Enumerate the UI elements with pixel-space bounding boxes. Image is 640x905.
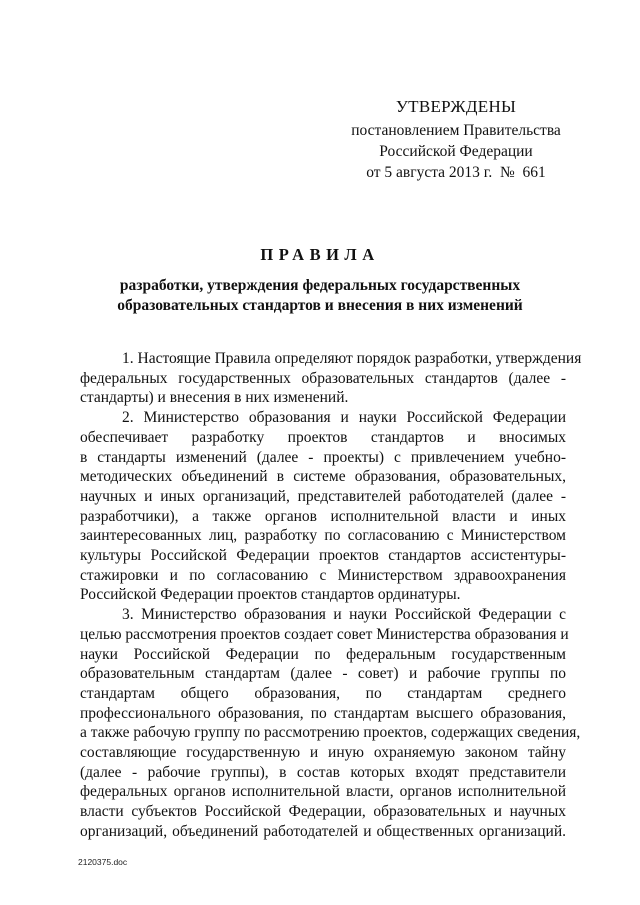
- paragraph-1: [80, 349, 582, 408]
- subtitle-line: разработки, утверждения федеральных государственных: [119, 277, 521, 294]
- paragraph-line: профессионального образования, по стандартам высшего образования,: [80, 704, 566, 722]
- file-name-footer: 2120375.doc: [78, 857, 128, 867]
- subtitle-line: образовательных стандартов и внесения в них изменений: [117, 297, 523, 314]
- paragraph-line: образовательным стандартам (далее - совет) и рабочие группы по: [80, 665, 566, 683]
- paragraph-2: [80, 408, 566, 605]
- approval-block: [336, 96, 576, 183]
- paragraph-line: Российской Федерации проектов стандартов ординатуры.: [80, 586, 461, 604]
- document-subtitle: [70, 276, 570, 316]
- paragraph-line: 2. Министерство образования и науки Российской Федерации: [122, 409, 566, 427]
- paragraph-line: 3. Министерство образования и науки Российской Федерации с: [122, 606, 566, 624]
- paragraph-line: федеральных органов исполнительной власти, органов исполнительной: [80, 783, 566, 801]
- paragraph-line: а также рабочую группу по рассмотрению проектов, содержащих сведения,: [80, 724, 581, 742]
- paragraph-line: в стандарты изменений (далее - проекты) с привлечением учебно-: [80, 448, 566, 466]
- paragraph-line: власти субъектов Российской Федерации, образовательных и научных: [80, 803, 566, 821]
- paragraph-line: целью рассмотрения проектов создает совет Министерства образования и: [80, 625, 569, 643]
- paragraph-line: методических объединений в системе образования, образовательных,: [80, 468, 566, 486]
- paragraph-line: культуры Российской Федерации проектов стандартов ассистентуры-: [80, 547, 566, 565]
- paragraph-line: науки Российской Федерации по федеральным государственным: [80, 645, 566, 663]
- approval-line: Российской Федерации: [379, 143, 533, 160]
- document-title: ПРАВИЛА: [260, 245, 380, 264]
- approval-line: постановлением Правительства: [351, 122, 561, 139]
- paragraph-line: стандарты) и внесения в них изменений.: [80, 389, 349, 407]
- paragraph-3: [80, 605, 581, 841]
- paragraph-line: составляющие государственную и иную охраняемую законом тайну: [80, 744, 566, 762]
- paragraph-line: научных и иных организаций, представителей работодателей (далее -: [80, 487, 566, 505]
- approval-heading: УТВЕРЖДЕНЫ: [395, 97, 517, 116]
- paragraph-line: 1. Настоящие Правила определяют порядок разработки, утверждения: [122, 350, 582, 367]
- paragraph-line: заинтересованных лиц, разработку по согласованию с Министерством: [80, 527, 566, 545]
- approval-date-line: от 5 августа 2013 г. № 661: [366, 164, 546, 181]
- paragraph-line: организаций, объединений работодателей и общественных организаций.: [80, 822, 566, 840]
- paragraph-line: разработчики), а также органов исполнительной власти и иных: [80, 507, 566, 525]
- paragraph-line: федеральных государственных образовательных стандартов (далее -: [80, 369, 566, 387]
- paragraph-line: обеспечивает разработку проектов стандартов и вносимых: [80, 428, 566, 446]
- document-body: [80, 349, 582, 842]
- paragraph-line: стандартам общего образования, по стандартам среднего: [80, 684, 566, 702]
- paragraph-line: (далее - рабочие группы), в состав которых входят представители: [80, 763, 566, 781]
- paragraph-line: стажировки и по согласованию с Министерством здравоохранения: [80, 566, 566, 584]
